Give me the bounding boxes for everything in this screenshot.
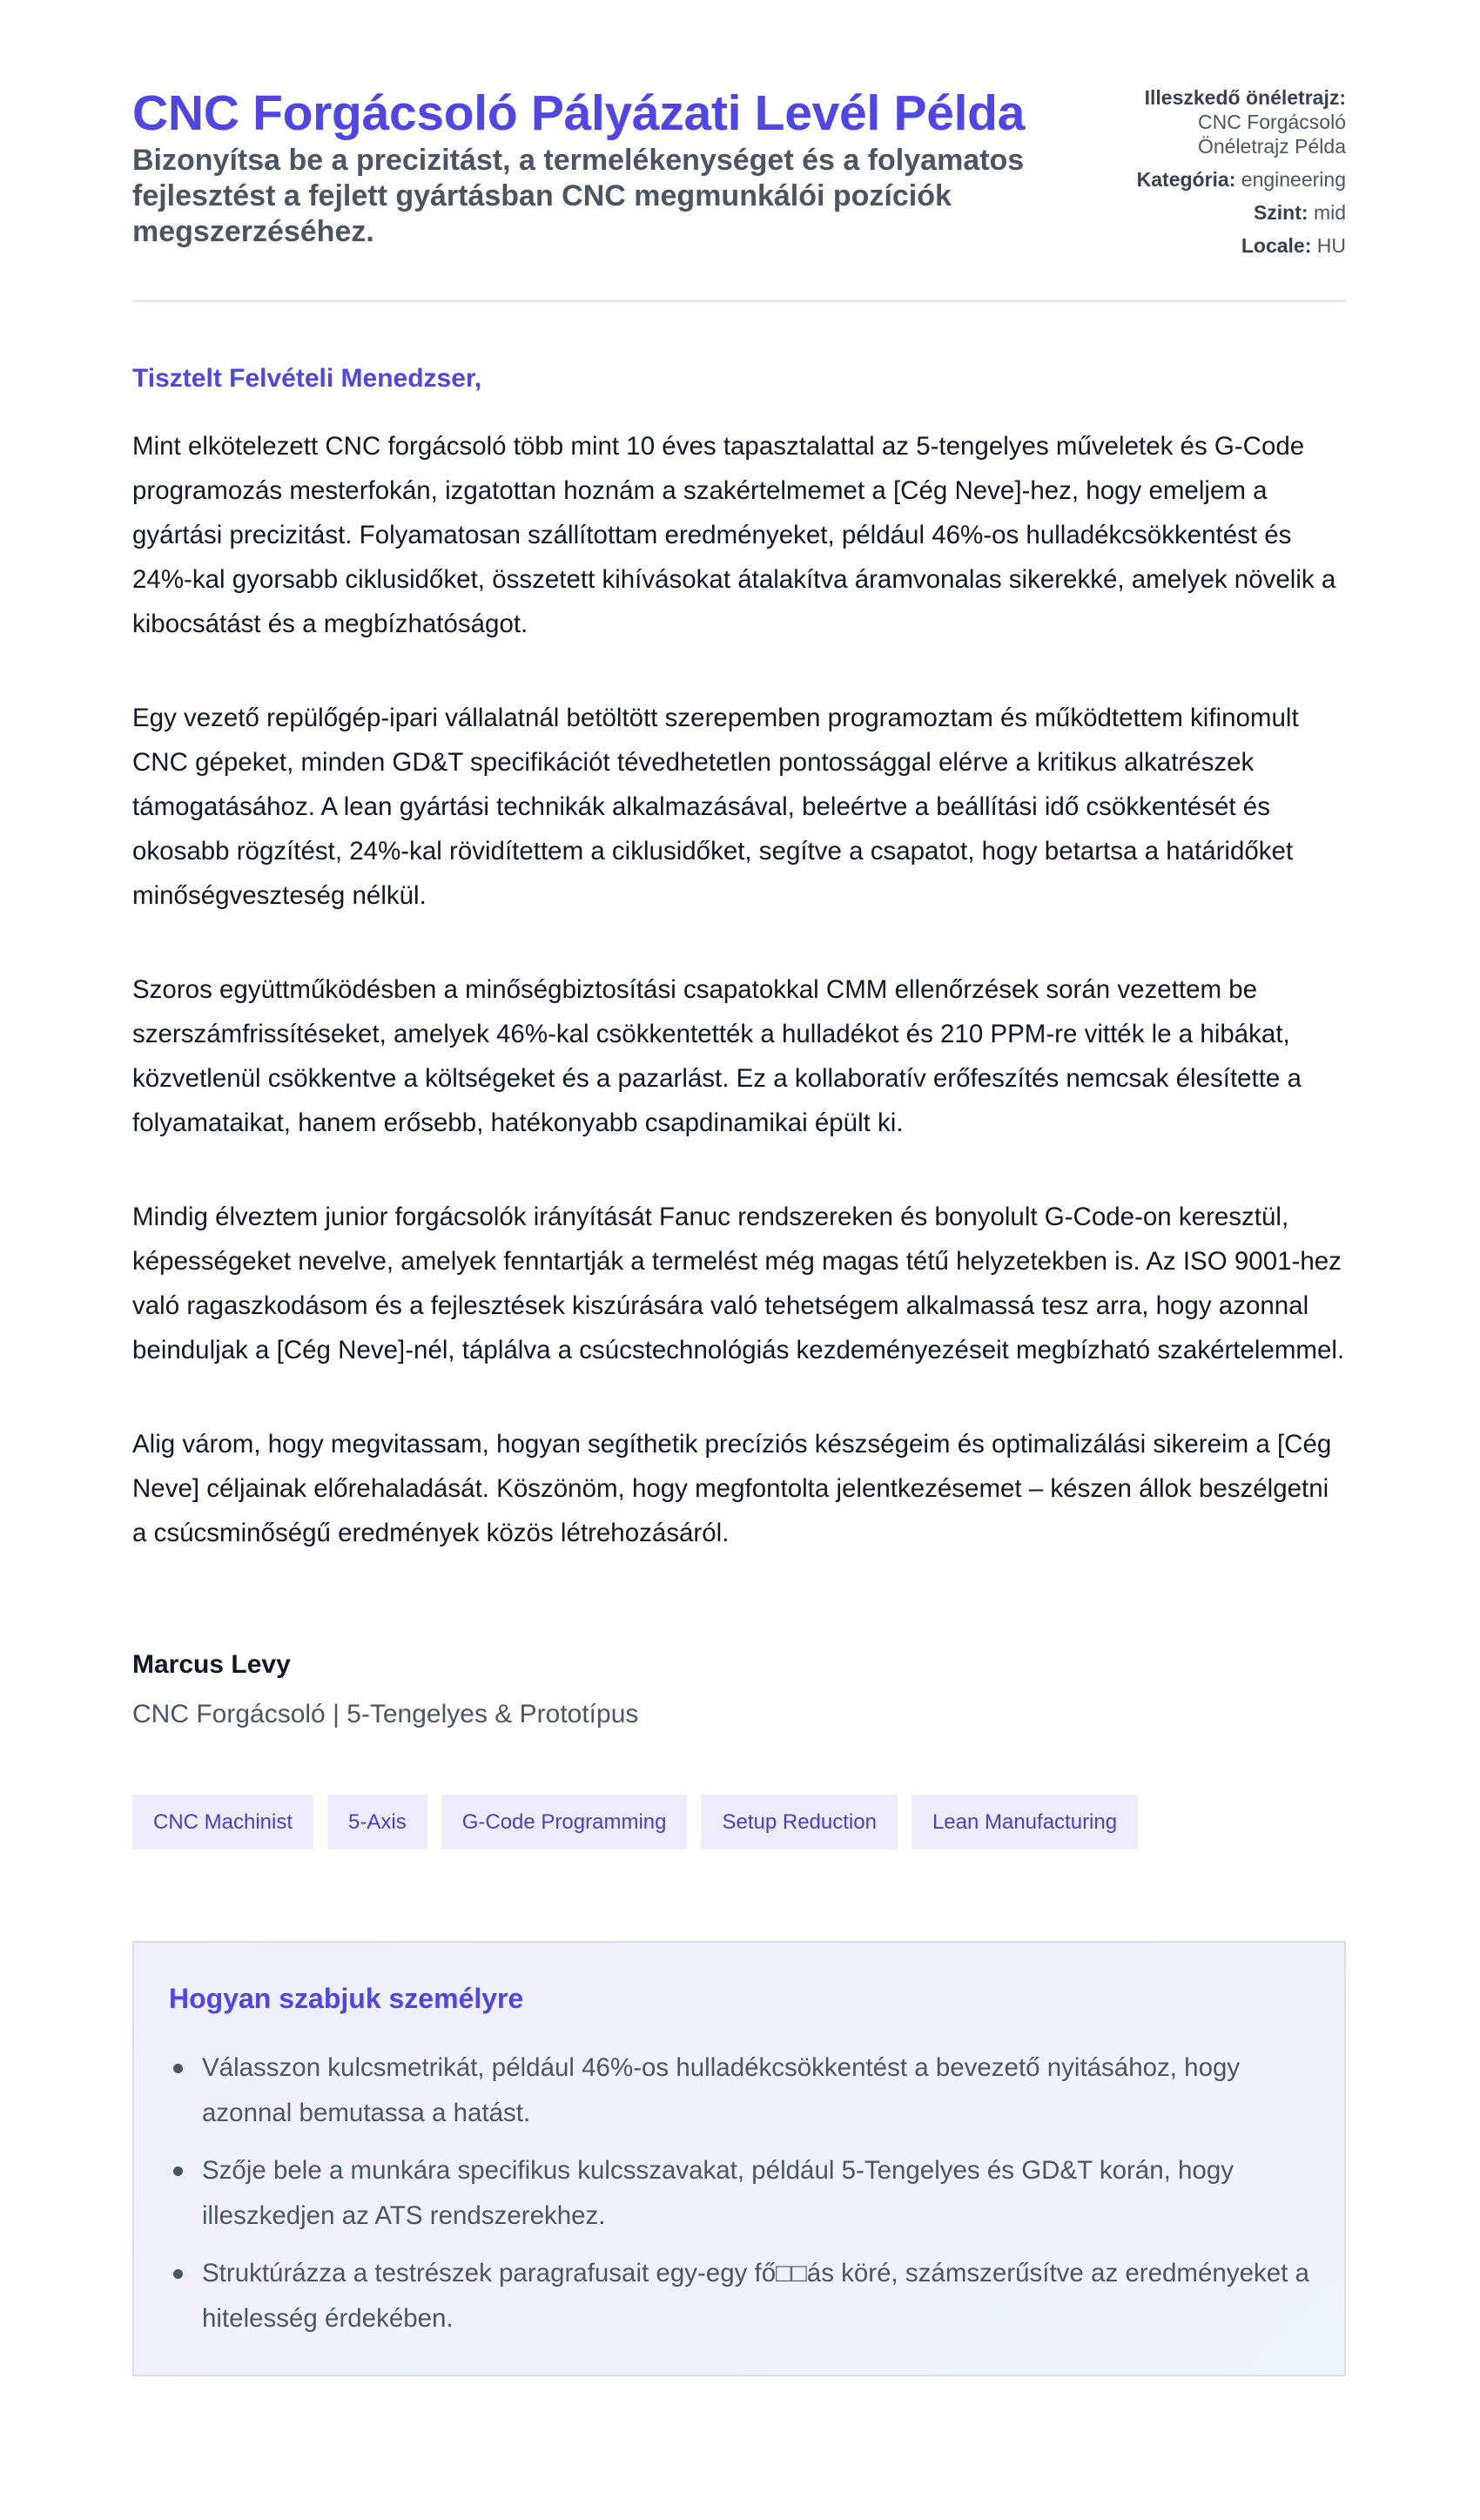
signature-block bbox=[132, 1647, 1346, 1732]
tag-5-axis[interactable]: 5-Axis bbox=[327, 1795, 427, 1850]
page-title: CNC Forgácsoló Pályázati Levél Példa bbox=[132, 85, 1026, 141]
letter-greeting: Tisztelt Felvételi Menedzser, bbox=[132, 364, 482, 393]
letter-paragraph: Alig várom, hogy megvitassam, hogyan segíthetik precíziós készségeim és optimalizálási sikereim a [Cég Neve] céljainak előrehaladását. Köszönöm, hogy megfontolta jelentkezésemet – készen állok beszélgetni a csúcsminőségű eredmények közös létrehozásáról. bbox=[132, 1430, 1332, 1547]
tag-g-code-programming[interactable]: G-Code Programming bbox=[441, 1795, 688, 1850]
meta-resume-link[interactable]: CNC Forgácsoló Önéletrajz Példa bbox=[1197, 111, 1346, 158]
meta-category-value: engineering bbox=[1241, 168, 1346, 191]
bullet-icon bbox=[173, 2269, 183, 2279]
meta-level-label: Szint: bbox=[1253, 201, 1308, 224]
tag-cnc-machinist[interactable]: CNC Machinist bbox=[132, 1795, 313, 1850]
signature-name: Marcus Levy bbox=[132, 1650, 291, 1679]
letter-body bbox=[132, 361, 1346, 1732]
tips-title: Hogyan szabjuk személyre bbox=[169, 1983, 524, 2014]
tips-list-item bbox=[169, 2251, 1309, 2341]
letter-paragraph: Mindig élveztem junior forgácsolók irányítását Fanuc rendszereken és bonyolult G-Code-on keresztül, képességeket nevelve, amelyek fenntartják a termelést még magas tétű helyzetekben is. Az ISO 9001-hez való ragaszkodásom és a fejlesztések kiszúrására való tehetségem alkalmassá tesz arra, hogy azonnal beinduljak a [Cég Neve]-nél, táplálva a csúcstechnológiás kezdeményezéseit megbízható szakértelemmel. bbox=[132, 1203, 1345, 1364]
tips-item-text: Válasszon kulcsmetrikát, például 46%-os hulladékcsökkentést a bevezető nyitásához, hogy azonnal bemutassa a hatást. bbox=[202, 2053, 1241, 2127]
page-header bbox=[132, 0, 1346, 302]
tips-list-item bbox=[169, 2148, 1309, 2239]
meta-category bbox=[1137, 167, 1346, 192]
meta-category-label: Kategória: bbox=[1136, 168, 1236, 191]
customization-tips-box bbox=[132, 1941, 1346, 2376]
meta-locale bbox=[1137, 233, 1346, 258]
meta-resume bbox=[1137, 85, 1346, 158]
header-titles bbox=[132, 84, 1073, 250]
meta-panel bbox=[1137, 84, 1346, 266]
meta-level bbox=[1137, 200, 1346, 225]
keyword-tags bbox=[132, 1795, 1346, 1850]
letter-paragraph: Egy vezető repülőgép-ipari vállalatnál betöltött szerepemben programoztam és működtettem kifinomult CNC gépeket, minden GD&T specifikációt tévedhetetlen pontossággal elérve a kritikus alkatrészek támogatásához. A lean gyártási technikák alkalmazásával, beleértve a beállítási idő csökkentését és okosabb rögzítést, 24%-kal rövidítettem a ciklusidőket, segítve a csapatot, hogy betartsa a határidőket minőségveszteség nélkül. bbox=[132, 704, 1299, 910]
meta-level-value: mid bbox=[1313, 201, 1346, 224]
letter-paragraph: Mint elkötelezett CNC forgácsoló több mint 10 éves tapasztalattal az 5-tengelyes műveletek és G-Code programozás mesterfokán, izgatottan hoznám a szakértelmemet a [Cég Neve]-hez, hogy emeljem a gyártási precizitást. Folyamatosan szállítottam eredményeket, például 46%-os hulladékcsökkentést és 24%-kal gyorsabb ciklusidőket, összetett kihívásokat átalakítva áramvonalas sikerekké, amelyek növelik a kibocsátást és a megbízhatóságot. bbox=[132, 432, 1336, 638]
tag-setup-reduction[interactable]: Setup Reduction bbox=[701, 1795, 897, 1850]
tips-item-text: Struktúrázza a testrészek paragrafusait egy-egy fő□□ás köré, számszerűsítve az eredményeket a hitelesség érdekében. bbox=[202, 2259, 1309, 2333]
cover-letter-page bbox=[132, 0, 1346, 2376]
tips-item-text: Szője bele a munkára specifikus kulcsszavakat, például 5-Tengelyes és GD&T korán, hogy illeszkedjen az ATS rendszerekhez. bbox=[202, 2156, 1234, 2230]
signature-title: CNC Forgácsoló | 5-Tengelyes & Prototípus bbox=[132, 1700, 639, 1728]
page-subtitle: Bizonyítsa be a precizitást, a termelékenységet és a folyamatos fejlesztést a fejlett gyártásban CNC megmunkálói pozíciók megszerzéséhez. bbox=[132, 144, 1025, 248]
letter-paragraph: Szoros együttműködésben a minőségbiztosítási csapatokkal CMM ellenőrzések során vezettem be szerszámfrissítéseket, amelyek 46%-kal csökkentették a hulladékot és 210 PPM-re vitték le a hibákat, közvetlenül csökkentve a költségeket és a pazarlást. Ez a kollaboratív erőfeszítés nemcsak élesítette a folyamataikat, hanem erősebb, hatékonyabb csapdinamikai épült ki. bbox=[132, 975, 1302, 1137]
meta-locale-label: Locale: bbox=[1241, 234, 1312, 257]
meta-resume-label: Illeszkedő önéletrajz: bbox=[1144, 86, 1346, 109]
bullet-icon bbox=[173, 2064, 183, 2073]
bullet-icon bbox=[173, 2166, 183, 2176]
tag-lean-manufacturing[interactable]: Lean Manufacturing bbox=[912, 1795, 1138, 1850]
tips-list bbox=[169, 2045, 1309, 2341]
meta-locale-value: HU bbox=[1316, 234, 1346, 257]
tips-list-item bbox=[169, 2045, 1309, 2136]
